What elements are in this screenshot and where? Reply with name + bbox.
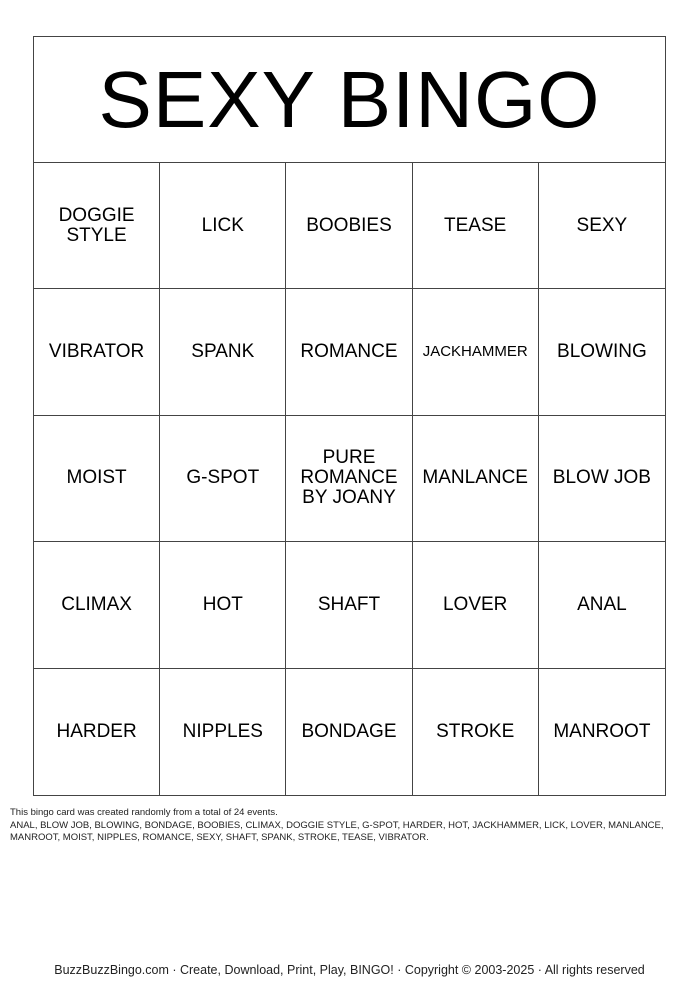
bingo-cell: HOT	[160, 542, 286, 668]
bingo-cell: BONDAGE	[286, 669, 412, 795]
bingo-cell: NIPPLES	[160, 669, 286, 795]
note-events: ANAL, BLOW JOB, BLOWING, BONDAGE, BOOBIES, CLIMAX, DOGGIE STYLE, G-SPOT, HARDER, HOT, JACKHAMMER, LICK, LOVER, MANLANCE, MANROOT, MOIST, NIPPLES, ROMANCE, SEXY, SHAFT, SPANK, STROKE, TEASE, VIBRATOR.	[10, 819, 664, 843]
bingo-cell: BOOBIES	[286, 163, 412, 289]
bingo-cell: BLOWING	[539, 289, 665, 415]
bingo-cell: SPANK	[160, 289, 286, 415]
bingo-cell: SEXY	[539, 163, 665, 289]
bingo-cell: ROMANCE	[286, 289, 412, 415]
note-intro: This bingo card was created randomly from a total of 24 events.	[10, 807, 278, 818]
bingo-cell: STROKE	[413, 669, 539, 795]
bingo-cell: G-SPOT	[160, 416, 286, 542]
event-list-note	[10, 807, 690, 845]
bingo-cell: LOVER	[413, 542, 539, 668]
bingo-cell: LICK	[160, 163, 286, 289]
bingo-card	[33, 36, 666, 796]
bingo-cell: SHAFT	[286, 542, 412, 668]
bingo-cell: HARDER	[34, 669, 160, 795]
bingo-cell: MANROOT	[553, 720, 651, 742]
bingo-cell: BLOW JOB	[539, 416, 665, 542]
bingo-cell: DOGGIE STYLE	[34, 163, 160, 289]
bingo-cell: MOIST	[34, 416, 160, 542]
bingo-cell: VIBRATOR	[34, 289, 160, 415]
bingo-cell: MANLANCE	[413, 416, 539, 542]
bingo-cell: ANAL	[539, 542, 665, 668]
site-footer: BuzzBuzzBingo.com · Create, Download, Print, Play, BINGO! · Copyright © 2003-2025 · All rights reserved	[54, 963, 645, 977]
card-title: SEXY BINGO	[34, 37, 665, 163]
bingo-cell: JACKHAMMER	[413, 289, 539, 415]
bingo-cell: PURE ROMANCE BY JOANY	[286, 416, 412, 542]
bingo-grid	[34, 163, 665, 795]
bingo-cell: TEASE	[413, 163, 539, 289]
bingo-cell: CLIMAX	[34, 542, 160, 668]
